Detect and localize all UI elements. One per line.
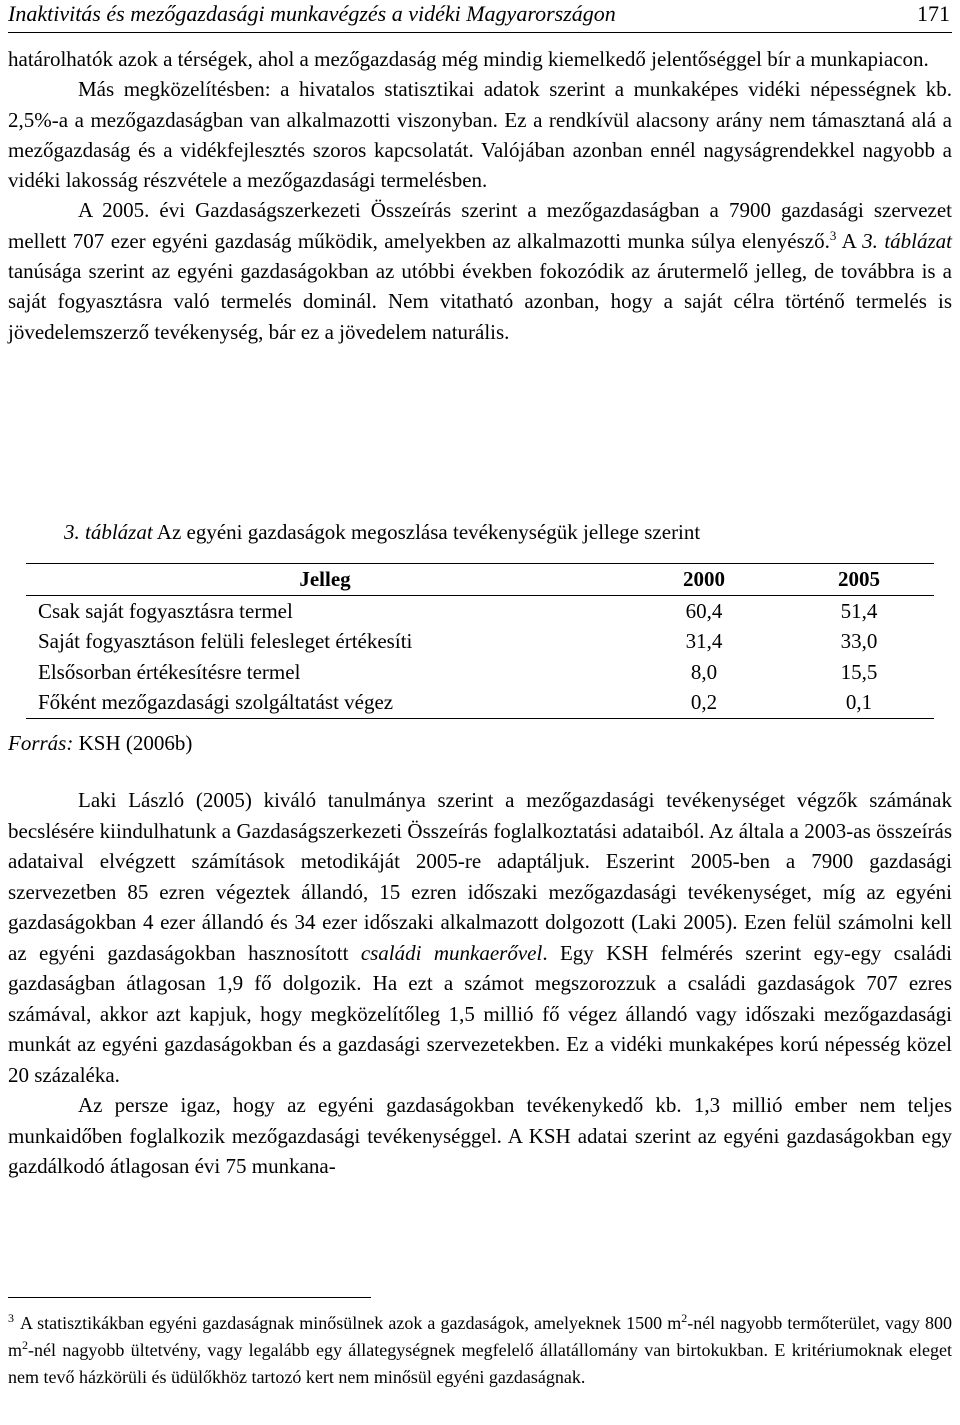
table-cell: 51,4 bbox=[840, 598, 878, 623]
paragraph-3 bbox=[8, 195, 952, 346]
footnote-sup-2: 2 bbox=[22, 1338, 29, 1352]
column-header-2005: 2005 bbox=[784, 564, 934, 596]
data-table bbox=[26, 563, 934, 719]
paragraph-5: Az persze igaz, hogy az egyéni gazdaságokban tevékenykedő kb. 1,3 millió ember nem teljes munkaidőben foglalkozik mezőgazdasági tevékenységgel. A KSH adatai szerint az egyéni gazdaságokban egy gazdálkodó átlagosan évi 75 munkana- bbox=[8, 1093, 952, 1178]
paragraph-4-emphasis: családi munkaerővel bbox=[360, 940, 543, 965]
table-caption-label: 3. táblázat bbox=[64, 520, 153, 544]
table-row bbox=[26, 595, 934, 626]
table-cell: 8,0 bbox=[690, 659, 718, 684]
source-label: Forrás: bbox=[8, 731, 74, 755]
footnote-mark: 3 bbox=[8, 1311, 14, 1325]
table-reference: 3. táblázat bbox=[862, 228, 952, 253]
paragraph-1: határolhatók azok a térségek, ahol a mezőgazdaság még mindig kiemelkedő jelentőséggel bír a munkapiacon. bbox=[8, 47, 929, 71]
running-header bbox=[8, 0, 952, 33]
paragraph-4-part-a: Laki László (2005) kiváló tanulmánya szerint a mezőgazdasági tevékenységet végzők számának becslésére kiindulhatunk a Gazdaságszerkezeti Összeírás foglalkoztatási adataiból. Az általa a 2003-as összeírás adataival elvégzett számítások metodikáját 2005-re adaptáljuk. Eszerint 2005-ben a 7900 gazdasági szervezetben 85 ezren végeztek állandó, 15 ezren időszaki mezőgazdasági tevékenységet, míg az egyéni gazdaságokban 4 ezer állandó és 34 ezer időszaki alkalmazott dolgozott (Laki 2005). Ezen felül számolni kell az egyéni gazdaságokban hasznosított bbox=[8, 788, 952, 965]
source-text: KSH (2006b) bbox=[73, 731, 193, 755]
table-row bbox=[26, 657, 934, 688]
column-header-2000: 2000 bbox=[624, 564, 784, 596]
paragraph-4 bbox=[8, 785, 952, 1090]
table-cell: Főként mezőgazdasági szolgáltatást végez bbox=[26, 687, 624, 718]
table-cell: Csak saját fogyasztásra termel bbox=[38, 598, 293, 623]
paragraph-2: Más megközelítésben: a hivatalos statisztikai adatok szerint a munkaképes vidéki népességnek kb. 2,5%-a a mezőgazdaságban van alkalmazotti viszonyban. Ez a rendkívül alacsony arány nem támasztaná alá a mezőgazdaság és a vidékfejlesztés szoros kapcsolatát. Valójában azonban ennél nagyságrendekkel nagyobb a vidéki lakosság részvétele a mezőgazdasági termelésben. bbox=[8, 77, 952, 193]
table-source bbox=[8, 730, 192, 756]
paragraph-4-part-b: . Egy KSH felmérés szerint egy-egy családi gazdaságban átlagosan 1,9 fő dolgozik. Ha ezt a számot megszorozzuk a családi gazdaságok 707 ezres számával, akkor azt kapjuk, hogy megközelítőleg 1,5 millió fő végez állandó vagy időszaki mezőgazdasági munkát az egyéni gazdaságokban és a gazdasági szervezetekben. Ez a vidéki munkaképes korú népesség közel 20 százaléka. bbox=[8, 940, 952, 1087]
table-cell: 60,4 bbox=[685, 598, 723, 623]
paragraph-3-part-a: A 2005. évi Gazdaságszerkezeti Összeírás szerint a mezőgazdaságban a 7900 gazdasági szervezet mellett 707 ezer egyéni gazdaság működik, amelyekben az alkalmazotti munka súlya elenyésző. bbox=[8, 198, 952, 253]
table-cell: 15,5 bbox=[840, 659, 878, 684]
footnote-text-b: -nél nagyobb termőterület, vagy 800 m bbox=[8, 1313, 952, 1360]
footnote-text-a: A statisztikákban egyéni gazdaságnak minősülnek azok a gazdaságok, amelyeknek 1500 m bbox=[20, 1313, 682, 1333]
table-caption bbox=[64, 517, 700, 547]
table-caption-text: Az egyéni gazdaságok megoszlása tevékenységük jellege szerint bbox=[152, 520, 701, 544]
body-text-bottom bbox=[8, 785, 952, 1182]
footnote-ref-3[interactable]: 3 bbox=[829, 227, 837, 243]
table-cell: 0,2 bbox=[624, 687, 784, 718]
table-row bbox=[26, 626, 934, 657]
page-number: 171 bbox=[917, 1, 950, 26]
table-cell: 0,1 bbox=[784, 687, 934, 718]
paragraph-3-part-b: A bbox=[836, 228, 863, 253]
table-cell: Saját fogyasztáson felüli felesleget értékesíti bbox=[38, 629, 413, 653]
column-header-jelleg: Jelleg bbox=[26, 564, 624, 596]
table-cell: 31,4 bbox=[685, 629, 723, 653]
table-header-row bbox=[26, 564, 934, 596]
footnote-sup-1: 2 bbox=[681, 1311, 688, 1325]
header-title: Inaktivitás és mezőgazdasági munkavégzés a vidéki Magyarországon bbox=[8, 1, 616, 26]
table-cell: 33,0 bbox=[840, 629, 878, 653]
footnote-text-c: -nél nagyobb ültetvény, vagy legalább egy állategységnek megfelelő állatállomány van birtokukban. E kritériumoknak eleget nem tevő házkörüli és üdülőkhöz tartozó kert nem minősül egyéni gazdaságnak. bbox=[8, 1340, 952, 1387]
footnote-3 bbox=[8, 1310, 952, 1391]
paragraph-3-part-c: tanúsága szerint az egyéni gazdaságokban az utóbbi években fokozódik az árutermelő jelleg, de továbbra is a saját fogyasztásra való termelés dominál. Nem vitatható azonban, hogy a saját célra történő termelés is jövedelemszerző tevékenység, bár ez a jövedelem naturális. bbox=[8, 259, 952, 344]
table-row bbox=[26, 687, 934, 718]
body-text-top bbox=[8, 44, 952, 347]
footnote-separator bbox=[8, 1297, 371, 1298]
table-cell: Elsősorban értékesítésre termel bbox=[38, 659, 301, 684]
